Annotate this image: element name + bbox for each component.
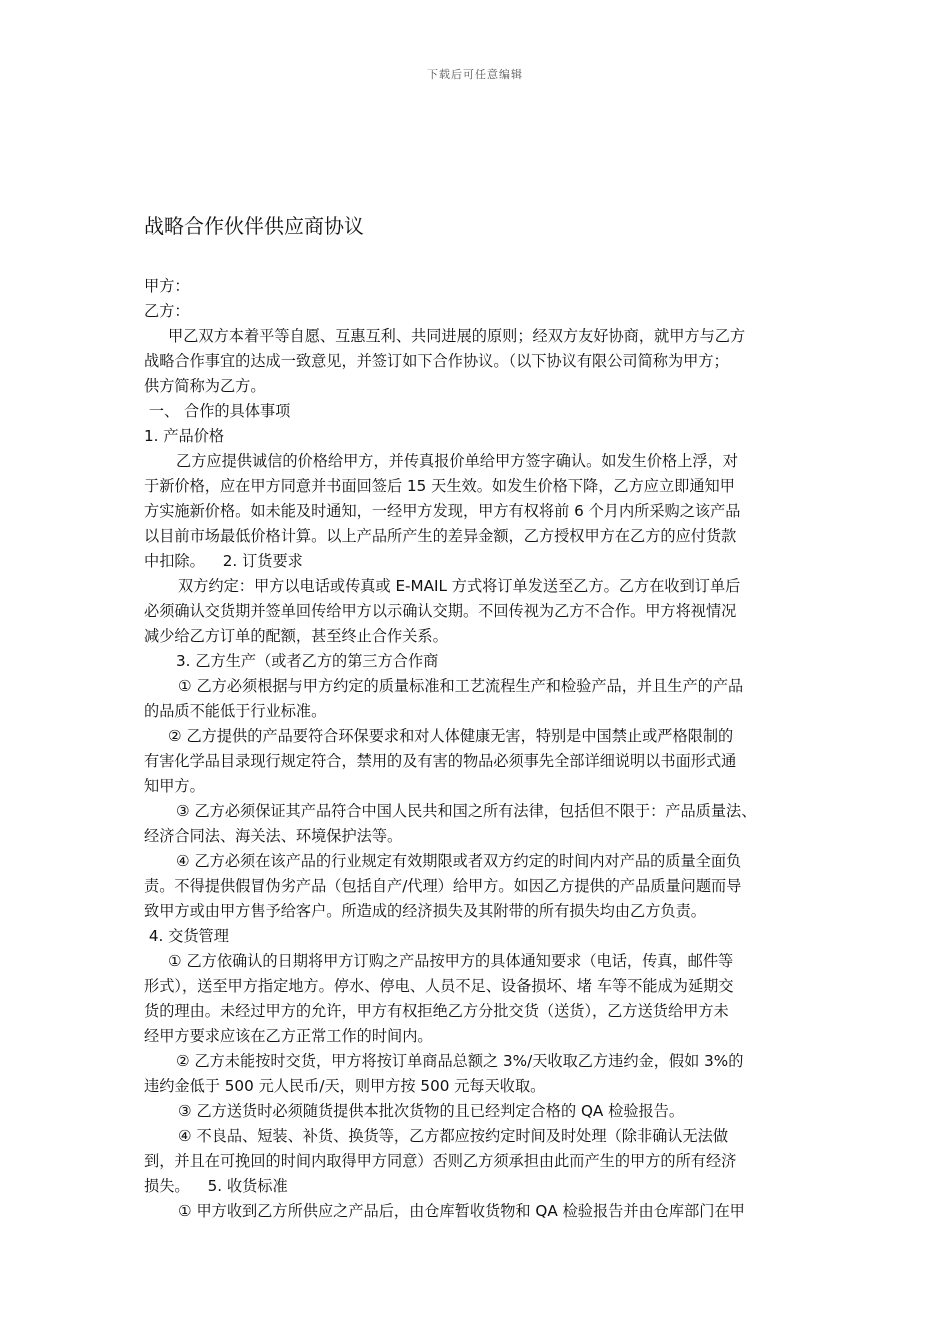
subsection-heading: 5. 收货标准: [207, 1177, 288, 1195]
paragraph-text: 损失。: [144, 1177, 190, 1195]
party-b-line: 乙方：: [144, 302, 190, 320]
list-item-line: ① 乙方必须根据与甲方约定的质量标准和工艺流程生产和检验产品，并且生产的产品: [178, 677, 744, 695]
subsection-heading: 2. 订货要求: [222, 552, 303, 570]
list-item-line: 货的理由。未经过甲方的允许，甲方有权拒绝乙方分批交货（送货），乙方送货给甲方未: [144, 1002, 729, 1020]
list-item-line: 到，并且在可挽回的时间内取得甲方同意）否则乙方须承担由此而产生的甲方的所有经济: [144, 1152, 737, 1170]
paragraph-line: 以目前市场最低价格计算。以上产品所产生的差异金额，乙方授权甲方在乙方的应付货款: [144, 527, 737, 545]
list-item-line: ② 乙方未能按时交货，甲方将按订单商品总额之 3%/天收取乙方违约金，假如 3%的: [176, 1052, 744, 1070]
section-heading: 一、 合作的具体事项: [144, 402, 291, 420]
list-item-line: ④ 乙方必须在该产品的行业规定有效期限或者双方约定的时间内对产品的质量全面负: [176, 852, 742, 870]
document-title: 战略合作伙伴供应商协议: [144, 214, 364, 238]
list-item-line: 形式），送至甲方指定地方。停水、停电、人员不足、设备损坏、堵 车等不能成为延期交: [144, 977, 734, 995]
list-item-line: 经济合同法、海关法、环境保护法等。: [144, 827, 403, 845]
subsection-heading: 1. 产品价格: [144, 427, 225, 445]
subsection-heading: 4. 交货管理: [144, 927, 229, 945]
paragraph-line: 乙方应提供诚信的价格给甲方，并传真报价单给甲方签字确认。如发生价格上浮，对: [176, 452, 738, 470]
page-header-note: 下载后可任意编辑: [427, 68, 523, 81]
list-item-line: ③ 乙方送货时必须随货提供本批次货物的且已经判定合格的 QA 检验报告。: [178, 1102, 685, 1120]
list-item-line: 责。不得提供假冒伪劣产品（包括自产/代理）给甲方。如因乙方提供的产品质量问题而导: [144, 877, 742, 895]
paragraph-text: 中扣除。: [144, 552, 205, 570]
list-item-line: [144, 1174, 814, 1199]
preamble-line: 战略合作事宜的达成一致意见，并签订如下合作协议。（以下协议有限公司简称为甲方；: [144, 352, 729, 370]
list-item-line: ① 乙方依确认的日期将甲方订购之产品按甲方的具体通知要求（电话，传真，邮件等: [168, 952, 734, 970]
paragraph-line: 方实施新价格。如未能及时通知，一经甲方发现，甲方有权将前 6 个月内所采购之该产品: [144, 502, 741, 520]
party-a-line: 甲方：: [144, 277, 190, 295]
preamble-line: 供方简称为乙方。: [144, 377, 266, 395]
list-item-line: ③ 乙方必须保证其产品符合中国人民共和国之所有法律，包括但不限于：产品质量法、: [176, 802, 757, 820]
list-item-line: 致甲方或由甲方售予给客户。所造成的经济损失及其附带的所有损失均由乙方负责。: [144, 902, 706, 920]
list-item-line: 的品质不能低于行业标准。: [144, 702, 327, 720]
paragraph-line: 减少给乙方订单的配额，甚至终止合作关系。: [144, 627, 448, 645]
list-item-line: 经甲方要求应该在乙方正常工作的时间内。: [144, 1027, 433, 1045]
list-item-line: 有害化学品目录现行规定符合，禁用的及有害的物品必须事先全部详细说明以书面形式通: [144, 752, 737, 770]
list-item-line: 违约金低于 500 元人民币/天，则甲方按 500 元每天收取。: [144, 1077, 546, 1095]
paragraph-line: 双方约定：甲方以电话或传真或 E-MAIL 方式将订单发送至乙方。乙方在收到订单后: [178, 577, 741, 595]
subsection-heading: 3. 乙方生产（或者乙方的第三方合作商: [176, 652, 439, 670]
paragraph-line: [144, 549, 814, 574]
document-body: [144, 274, 814, 1224]
paragraph-line: 必须确认交货期并签单回传给甲方以示确认交期。不回传视为乙方不合作。甲方将视情况: [144, 602, 737, 620]
paragraph-line: 于新价格，应在甲方同意并书面回签后 15 天生效。如发生价格下降，乙方应立即通知甲: [144, 477, 735, 495]
preamble-line: 甲乙双方本着平等自愿、互惠互利、共同进展的原则；经双方友好协商，就甲方与乙方: [168, 327, 746, 345]
list-item-line: ④ 不良品、短装、补货、换货等，乙方都应按约定时间及时处理（除非确认无法做: [178, 1127, 729, 1145]
list-item-line: ① 甲方收到乙方所供应之产品后，由仓库暂收货物和 QA 检验报告并由仓库部门在甲: [178, 1202, 745, 1220]
list-item-line: 知甲方。: [144, 777, 205, 795]
list-item-line: ② 乙方提供的产品要符合环保要求和对人体健康无害，特别是中国禁止或严格限制的: [168, 727, 734, 745]
